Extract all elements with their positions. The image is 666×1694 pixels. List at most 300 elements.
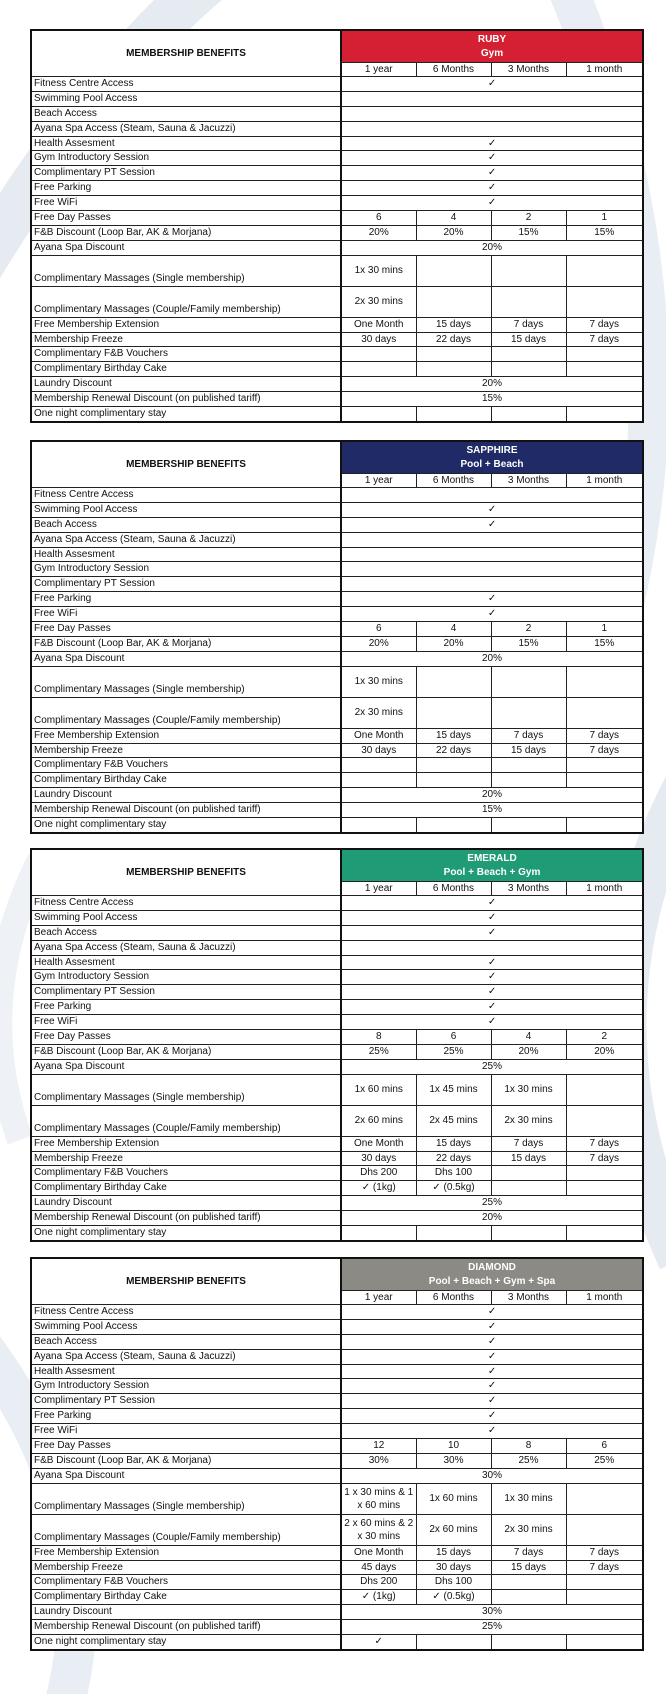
benefit-value — [491, 1226, 566, 1241]
membership-benefits-header: MEMBERSHIP BENEFITS — [31, 441, 341, 488]
benefit-row — [31, 803, 643, 818]
benefit-row — [31, 1074, 643, 1105]
benefit-row — [31, 362, 643, 377]
tier-subtitle: Pool + Beach + Gym — [443, 866, 541, 878]
benefit-row — [31, 818, 643, 833]
benefit-row — [31, 1364, 643, 1379]
benefit-value-all: ✓ — [341, 517, 643, 532]
benefit-label: Swimming Pool Access — [31, 910, 341, 925]
benefit-value-all: ✓ — [341, 196, 643, 211]
benefit-row — [31, 666, 643, 697]
benefit-row — [31, 1059, 643, 1074]
benefit-value: 25% — [491, 1453, 566, 1468]
benefit-label: One night complimentary stay — [31, 1635, 341, 1650]
duration-header: 3 Months — [491, 63, 566, 77]
benefit-label: Ayana Spa Access (Steam, Sauna & Jacuzzi) — [31, 532, 341, 547]
benefit-label: Free Membership Extension — [31, 317, 341, 332]
benefit-row — [31, 1620, 643, 1635]
benefit-row — [31, 286, 643, 317]
benefit-value — [566, 347, 643, 362]
benefit-row — [31, 332, 643, 347]
benefit-row — [31, 1394, 643, 1409]
benefit-label: Free WiFi — [31, 607, 341, 622]
benefit-label: Complimentary Massages (Couple/Family membership) — [31, 1105, 341, 1136]
benefit-label: Complimentary Massages (Couple/Family membership) — [31, 286, 341, 317]
benefit-row — [31, 955, 643, 970]
benefit-row — [31, 240, 643, 255]
benefit-value — [491, 666, 566, 697]
benefit-value — [491, 697, 566, 728]
benefit-value-all — [341, 488, 643, 503]
benefit-row — [31, 547, 643, 562]
duration-header: 3 Months — [491, 474, 566, 488]
benefit-value: 1 x 30 mins & 1 x 60 mins — [341, 1483, 416, 1514]
benefit-label: Gym Introductory Session — [31, 1379, 341, 1394]
benefit-value: 7 days — [566, 1136, 643, 1151]
benefit-value: One Month — [341, 1545, 416, 1560]
benefit-row — [31, 166, 643, 181]
benefit-value — [566, 1074, 643, 1105]
benefit-label: Free Membership Extension — [31, 1136, 341, 1151]
benefit-label: Complimentary Massages (Single membership) — [31, 255, 341, 286]
benefit-value: 6 — [416, 1030, 491, 1045]
benefit-value-all — [341, 940, 643, 955]
benefit-value-all: 25% — [341, 1620, 643, 1635]
benefit-value: 2x 60 mins — [416, 1514, 491, 1545]
benefit-label: Complimentary PT Session — [31, 1394, 341, 1409]
benefit-label: F&B Discount (Loop Bar, AK & Morjana) — [31, 636, 341, 651]
benefit-value: 22 days — [416, 332, 491, 347]
benefit-label: Membership Freeze — [31, 1151, 341, 1166]
tier-header — [341, 30, 643, 63]
benefit-row — [31, 136, 643, 151]
benefit-label: Free Day Passes — [31, 211, 341, 226]
benefit-value-all: ✓ — [341, 166, 643, 181]
benefit-value: 25% — [341, 1044, 416, 1059]
benefit-label: Health Assesment — [31, 1364, 341, 1379]
benefit-value — [341, 362, 416, 377]
duration-header: 1 month — [566, 474, 643, 488]
benefit-value-all: ✓ — [341, 925, 643, 940]
benefit-value — [491, 286, 566, 317]
benefit-row — [31, 636, 643, 651]
benefit-row — [31, 1211, 643, 1226]
membership-table-emerald — [30, 848, 644, 1242]
duration-header: 3 Months — [491, 882, 566, 896]
benefit-value: One Month — [341, 1136, 416, 1151]
benefit-label: Laundry Discount — [31, 788, 341, 803]
benefit-row — [31, 1151, 643, 1166]
benefit-label: F&B Discount (Loop Bar, AK & Morjana) — [31, 1044, 341, 1059]
tier-subtitle: Pool + Beach — [460, 458, 524, 470]
benefit-row — [31, 607, 643, 622]
benefit-label: Free Membership Extension — [31, 728, 341, 743]
benefit-value — [491, 818, 566, 833]
benefit-value: 1x 45 mins — [416, 1074, 491, 1105]
benefit-value — [491, 1590, 566, 1605]
benefit-label: One night complimentary stay — [31, 1226, 341, 1241]
benefit-value-all: ✓ — [341, 896, 643, 911]
benefit-value-all: 20% — [341, 377, 643, 392]
benefit-row — [31, 562, 643, 577]
tier-name: DIAMOND — [468, 1261, 516, 1273]
benefit-value-all: 30% — [341, 1605, 643, 1620]
benefit-value: 1x 30 mins — [491, 1483, 566, 1514]
duration-header: 6 Months — [416, 882, 491, 896]
benefit-label: Ayana Spa Access (Steam, Sauna & Jacuzzi) — [31, 1349, 341, 1364]
benefit-value: One Month — [341, 728, 416, 743]
benefit-value-all: ✓ — [341, 985, 643, 1000]
benefit-value-all: ✓ — [341, 955, 643, 970]
benefit-row — [31, 1334, 643, 1349]
benefit-row — [31, 377, 643, 392]
benefit-value — [566, 773, 643, 788]
duration-header: 1 year — [341, 474, 416, 488]
benefit-value-all: ✓ — [341, 910, 643, 925]
benefit-row — [31, 1453, 643, 1468]
benefit-value: 1x 30 mins — [341, 255, 416, 286]
benefit-label: Complimentary PT Session — [31, 577, 341, 592]
benefit-row — [31, 1439, 643, 1454]
benefit-label: Complimentary F&B Vouchers — [31, 347, 341, 362]
membership-table-diamond — [30, 1257, 644, 1651]
benefit-value-all: 20% — [341, 788, 643, 803]
benefit-value: 30 days — [341, 332, 416, 347]
benefit-label: Beach Access — [31, 517, 341, 532]
benefit-row — [31, 728, 643, 743]
benefit-label: Membership Renewal Discount (on published tariff) — [31, 803, 341, 818]
benefit-row — [31, 77, 643, 92]
benefit-value — [341, 758, 416, 773]
benefit-value — [566, 255, 643, 286]
benefit-value-all: 30% — [341, 1468, 643, 1483]
benefit-label: Swimming Pool Access — [31, 502, 341, 517]
benefit-row — [31, 577, 643, 592]
benefit-value: 1x 30 mins — [341, 666, 416, 697]
benefit-label: Complimentary Massages (Couple/Family membership) — [31, 1514, 341, 1545]
benefit-row — [31, 517, 643, 532]
benefit-value: 25% — [566, 1453, 643, 1468]
benefit-value: 2 x 60 mins & 2 x 30 mins — [341, 1514, 416, 1545]
benefit-value — [491, 1166, 566, 1181]
benefit-value: 20% — [416, 225, 491, 240]
benefit-value: ✓ (0.5kg) — [416, 1590, 491, 1605]
benefit-row — [31, 1635, 643, 1650]
benefit-row — [31, 1105, 643, 1136]
benefit-value-all: ✓ — [341, 607, 643, 622]
benefit-label: F&B Discount (Loop Bar, AK & Morjana) — [31, 225, 341, 240]
benefit-value-all: 15% — [341, 803, 643, 818]
benefit-value — [416, 407, 491, 422]
benefit-row — [31, 121, 643, 136]
benefit-value: 30 days — [341, 743, 416, 758]
benefit-value: 30% — [416, 1453, 491, 1468]
benefit-value-all: 15% — [341, 392, 643, 407]
benefit-label: Complimentary F&B Vouchers — [31, 1575, 341, 1590]
tier-subtitle: Pool + Beach + Gym + Spa — [428, 1275, 556, 1287]
benefit-row — [31, 925, 643, 940]
benefit-value: Dhs 100 — [416, 1166, 491, 1181]
benefit-label: Fitness Centre Access — [31, 488, 341, 503]
benefit-value-all: ✓ — [341, 970, 643, 985]
benefit-label: Ayana Spa Discount — [31, 1468, 341, 1483]
benefit-label: Complimentary Massages (Single membership) — [31, 1483, 341, 1514]
benefit-value-all: ✓ — [341, 592, 643, 607]
benefit-row — [31, 940, 643, 955]
benefit-row — [31, 1605, 643, 1620]
benefit-row — [31, 1015, 643, 1030]
benefit-value-all — [341, 91, 643, 106]
benefit-value: 2 — [491, 622, 566, 637]
duration-header: 6 Months — [416, 1291, 491, 1305]
benefit-value-all: ✓ — [341, 1394, 643, 1409]
benefit-row — [31, 1468, 643, 1483]
benefit-value-all: ✓ — [341, 1305, 643, 1320]
benefit-value: 6 — [341, 211, 416, 226]
benefit-label: Fitness Centre Access — [31, 77, 341, 92]
benefit-label: Laundry Discount — [31, 1605, 341, 1620]
benefit-label: Free Membership Extension — [31, 1545, 341, 1560]
tier-name: SAPPHIRE — [466, 444, 518, 456]
benefit-value-all — [341, 532, 643, 547]
benefit-row — [31, 773, 643, 788]
benefit-value: 20% — [416, 636, 491, 651]
benefit-row — [31, 985, 643, 1000]
benefit-label: Complimentary Massages (Single membership) — [31, 1074, 341, 1105]
benefit-value: 2x 30 mins — [491, 1514, 566, 1545]
benefit-value: 15 days — [416, 1136, 491, 1151]
tier-subtitle: Gym — [480, 47, 504, 59]
benefit-row — [31, 211, 643, 226]
benefit-value-all: ✓ — [341, 151, 643, 166]
benefit-label: Free Parking — [31, 1000, 341, 1015]
benefit-value-all: ✓ — [341, 77, 643, 92]
benefit-value — [566, 362, 643, 377]
duration-header: 6 Months — [416, 63, 491, 77]
benefit-value: Dhs 200 — [341, 1166, 416, 1181]
benefit-value: 7 days — [491, 728, 566, 743]
benefit-value — [566, 818, 643, 833]
benefit-label: Health Assesment — [31, 136, 341, 151]
benefit-label: Gym Introductory Session — [31, 151, 341, 166]
benefit-value: 2x 45 mins — [416, 1105, 491, 1136]
benefit-label: Complimentary PT Session — [31, 166, 341, 181]
benefit-row — [31, 743, 643, 758]
benefit-value: 15% — [491, 225, 566, 240]
benefit-label: Free Day Passes — [31, 1439, 341, 1454]
benefit-value: 30 days — [416, 1560, 491, 1575]
tier-header — [341, 1258, 643, 1291]
benefit-value — [566, 1590, 643, 1605]
benefit-value — [416, 697, 491, 728]
benefit-label: Free Parking — [31, 1409, 341, 1424]
benefit-value — [491, 1575, 566, 1590]
benefit-value — [491, 1181, 566, 1196]
benefit-label: Beach Access — [31, 1334, 341, 1349]
benefit-value: 1 — [566, 211, 643, 226]
benefit-value — [566, 1226, 643, 1241]
benefit-row — [31, 1044, 643, 1059]
benefit-label: Complimentary F&B Vouchers — [31, 758, 341, 773]
benefit-value — [566, 758, 643, 773]
benefit-row — [31, 1575, 643, 1590]
benefit-value — [416, 773, 491, 788]
benefit-row — [31, 1349, 643, 1364]
benefit-label: Complimentary Birthday Cake — [31, 773, 341, 788]
benefit-value: 20% — [341, 225, 416, 240]
benefit-row — [31, 488, 643, 503]
benefit-row — [31, 758, 643, 773]
benefit-row — [31, 1181, 643, 1196]
benefit-value — [341, 347, 416, 362]
benefit-value — [341, 773, 416, 788]
benefit-value: 15 days — [491, 1151, 566, 1166]
benefit-label: One night complimentary stay — [31, 407, 341, 422]
benefit-row — [31, 1545, 643, 1560]
benefit-value: 2 — [491, 211, 566, 226]
benefit-value: 7 days — [491, 317, 566, 332]
benefit-value: 30 days — [341, 1151, 416, 1166]
benefit-row — [31, 317, 643, 332]
benefit-value — [341, 407, 416, 422]
benefit-label: Ayana Spa Access (Steam, Sauna & Jacuzzi) — [31, 121, 341, 136]
benefit-label: Laundry Discount — [31, 1196, 341, 1211]
benefit-value: 15% — [566, 225, 643, 240]
benefit-value: 7 days — [566, 317, 643, 332]
benefit-value — [566, 286, 643, 317]
benefit-value: 1x 60 mins — [341, 1074, 416, 1105]
benefit-label: Complimentary Birthday Cake — [31, 1590, 341, 1605]
benefit-label: Fitness Centre Access — [31, 1305, 341, 1320]
benefit-value-all — [341, 562, 643, 577]
benefit-value-all: ✓ — [341, 1379, 643, 1394]
benefit-value — [416, 818, 491, 833]
benefit-value — [491, 773, 566, 788]
benefit-label: Ayana Spa Discount — [31, 651, 341, 666]
benefit-value: 6 — [341, 622, 416, 637]
benefit-value: 25% — [416, 1044, 491, 1059]
benefit-label: Beach Access — [31, 106, 341, 121]
duration-header: 1 month — [566, 1291, 643, 1305]
benefit-value: 6 — [566, 1439, 643, 1454]
benefit-value — [491, 347, 566, 362]
benefit-row — [31, 651, 643, 666]
benefit-value: 45 days — [341, 1560, 416, 1575]
benefit-value — [566, 1166, 643, 1181]
benefit-label: Gym Introductory Session — [31, 562, 341, 577]
benefit-value: 7 days — [566, 743, 643, 758]
benefit-label: Free WiFi — [31, 1424, 341, 1439]
benefit-label: Ayana Spa Access (Steam, Sauna & Jacuzzi) — [31, 940, 341, 955]
benefit-value: 4 — [416, 211, 491, 226]
benefit-label: One night complimentary stay — [31, 818, 341, 833]
benefit-value: ✓ — [341, 1635, 416, 1650]
benefit-value: 7 days — [566, 1545, 643, 1560]
membership-table-ruby — [30, 29, 644, 423]
benefit-value — [341, 1226, 416, 1241]
benefit-value: 2x 30 mins — [491, 1105, 566, 1136]
tier-name: RUBY — [477, 33, 507, 45]
benefit-row — [31, 896, 643, 911]
benefit-value — [416, 362, 491, 377]
benefit-row — [31, 1305, 643, 1320]
benefit-value — [416, 1226, 491, 1241]
benefit-value: 30% — [341, 1453, 416, 1468]
benefit-value — [566, 1483, 643, 1514]
benefit-row — [31, 1136, 643, 1151]
benefit-value — [491, 407, 566, 422]
benefit-row — [31, 1424, 643, 1439]
benefit-value: 7 days — [491, 1545, 566, 1560]
benefit-label: Complimentary Birthday Cake — [31, 1181, 341, 1196]
benefit-value-all: 20% — [341, 651, 643, 666]
benefit-row — [31, 1483, 643, 1514]
benefit-row — [31, 970, 643, 985]
benefit-label: Free WiFi — [31, 1015, 341, 1030]
benefit-value — [341, 818, 416, 833]
membership-benefits-header: MEMBERSHIP BENEFITS — [31, 849, 341, 896]
benefit-row — [31, 1409, 643, 1424]
benefit-row — [31, 1196, 643, 1211]
benefit-label: Free Day Passes — [31, 1030, 341, 1045]
benefit-label: Membership Freeze — [31, 1560, 341, 1575]
benefit-value: 22 days — [416, 1151, 491, 1166]
benefit-value: 4 — [416, 622, 491, 637]
tier-header — [341, 441, 643, 474]
benefit-value-all — [341, 577, 643, 592]
benefit-value — [566, 1635, 643, 1650]
benefit-value-all: ✓ — [341, 1000, 643, 1015]
benefit-value-all: ✓ — [341, 1409, 643, 1424]
benefit-row — [31, 225, 643, 240]
benefit-value — [566, 1514, 643, 1545]
benefit-label: Swimming Pool Access — [31, 1319, 341, 1334]
benefit-value — [566, 407, 643, 422]
benefit-value: 20% — [491, 1044, 566, 1059]
benefit-value: 22 days — [416, 743, 491, 758]
benefit-row — [31, 407, 643, 422]
benefit-label: Complimentary PT Session — [31, 985, 341, 1000]
benefit-row — [31, 532, 643, 547]
benefit-value — [566, 1181, 643, 1196]
benefit-value: 8 — [341, 1030, 416, 1045]
benefit-label: Membership Freeze — [31, 743, 341, 758]
benefit-value: Dhs 200 — [341, 1575, 416, 1590]
benefit-value: 7 days — [566, 1560, 643, 1575]
benefit-value — [416, 758, 491, 773]
benefit-value: 7 days — [491, 1136, 566, 1151]
benefit-value: 15 days — [491, 332, 566, 347]
benefit-value-all: ✓ — [341, 502, 643, 517]
benefit-label: Membership Renewal Discount (on published tariff) — [31, 392, 341, 407]
benefit-value — [416, 286, 491, 317]
benefit-value — [416, 1635, 491, 1650]
benefit-label: Complimentary Massages (Single membership) — [31, 666, 341, 697]
benefit-value: 1x 30 mins — [491, 1074, 566, 1105]
benefit-value — [416, 255, 491, 286]
benefit-value: 20% — [566, 1044, 643, 1059]
benefit-label: Membership Freeze — [31, 332, 341, 347]
benefit-row — [31, 1000, 643, 1015]
benefit-value: 12 — [341, 1439, 416, 1454]
benefit-label: Health Assesment — [31, 547, 341, 562]
benefit-row — [31, 1166, 643, 1181]
benefit-value: 1x 60 mins — [416, 1483, 491, 1514]
benefit-row — [31, 1319, 643, 1334]
benefit-row — [31, 392, 643, 407]
benefit-value-all: ✓ — [341, 1349, 643, 1364]
benefit-value: 15 days — [416, 728, 491, 743]
